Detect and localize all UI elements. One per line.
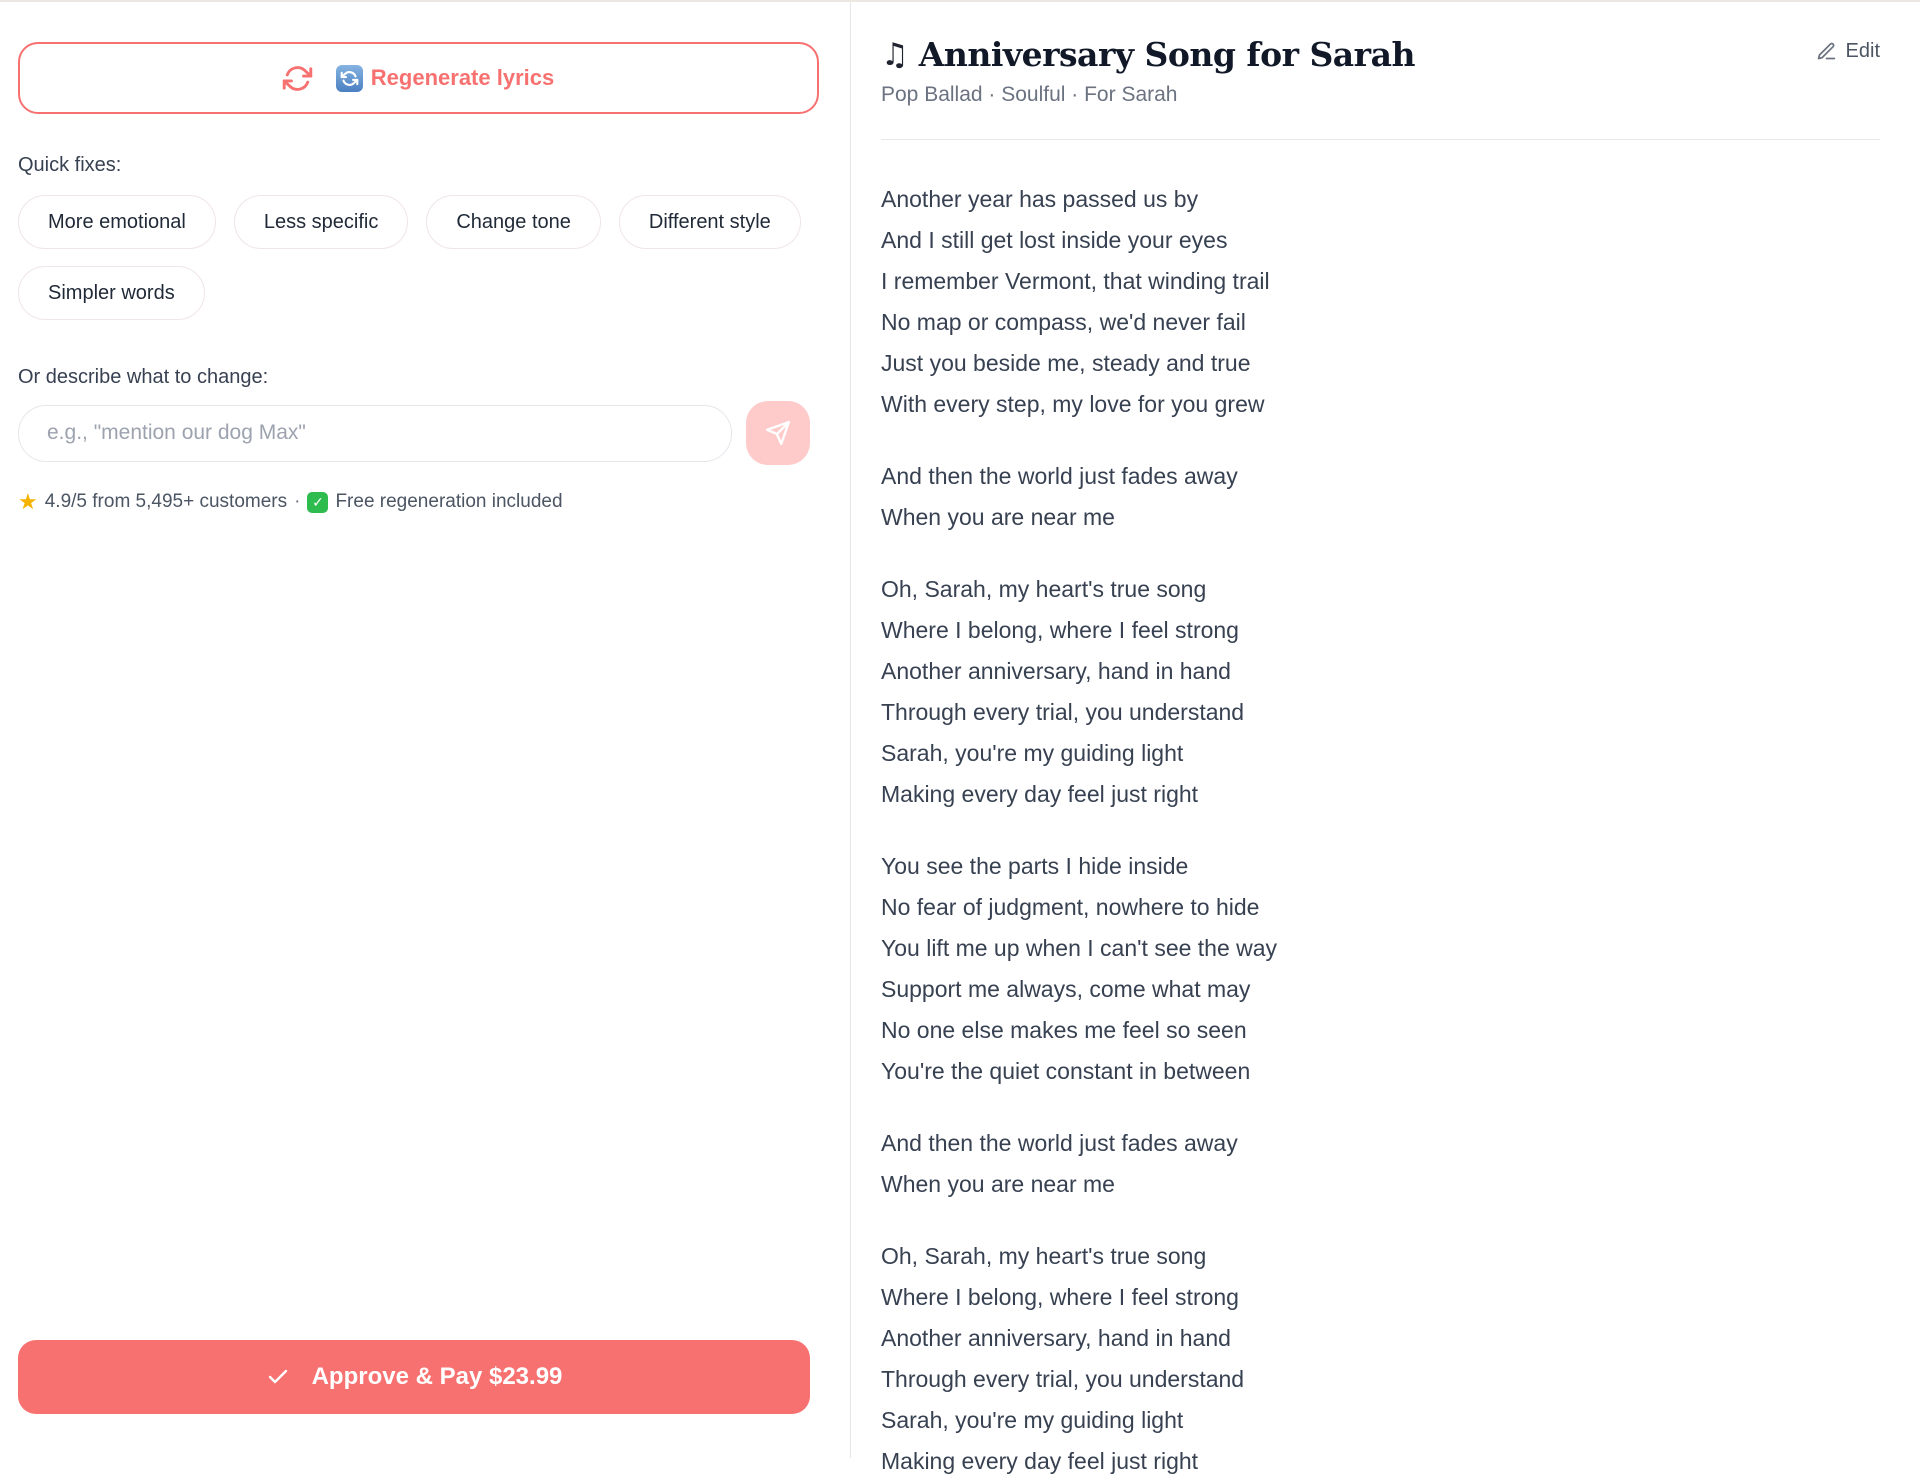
lyric-line: No fear of judgment, nowhere to hide: [881, 894, 1260, 920]
lyric-stanza: [881, 1236, 1880, 1482]
lyric-line: Another year has passed us by: [881, 186, 1199, 212]
lyric-line: Another anniversary, hand in hand: [881, 658, 1231, 684]
lyrics-panel: [851, 2, 1920, 1474]
lyric-stanza: [881, 569, 1880, 815]
regenerate-lyrics-label: Regenerate lyrics: [370, 65, 555, 90]
change-request-row: [18, 401, 819, 465]
lyric-line: Oh, Sarah, my heart's true song: [881, 576, 1207, 602]
lyric-line: Making every day feel just right: [881, 781, 1199, 807]
quick-fix-chip[interactable]: Different style: [619, 195, 801, 249]
quick-fix-chip[interactable]: Less specific: [234, 195, 409, 249]
lyric-line: I remember Vermont, that winding trail: [881, 268, 1270, 294]
check-icon: [266, 1365, 290, 1389]
lyric-stanza: [881, 179, 1880, 425]
lyric-line: With every step, my love for you grew: [881, 391, 1265, 417]
left-panel: [0, 2, 851, 1458]
lyric-line: Sarah, you're my guiding light: [881, 740, 1184, 766]
trust-line: [18, 491, 819, 513]
blue-refresh-emoji-icon: [336, 65, 363, 92]
song-title: [881, 35, 1415, 74]
lyric-stanza: [881, 846, 1880, 1092]
lyric-line: And I still get lost inside your eyes: [881, 227, 1228, 253]
quick-fix-chip[interactable]: More emotional: [18, 195, 216, 249]
refresh-icon: [283, 64, 312, 93]
free-regeneration-text: Free regeneration included: [335, 491, 563, 512]
regenerate-lyrics-button[interactable]: [18, 42, 819, 114]
rating-text: 4.9/5 from 5,495+ customers: [44, 491, 288, 512]
lyric-line: Sarah, you're my guiding light: [881, 1407, 1184, 1433]
lyric-line: And then the world just fades away: [881, 1130, 1238, 1156]
lyric-line: Just you beside me, steady and true: [881, 350, 1251, 376]
dot-separator: ·: [294, 491, 301, 512]
song-subtitle: Pop Ballad · Soulful · For Sarah: [881, 83, 1178, 106]
describe-label: Or describe what to change:: [18, 366, 269, 388]
edit-button[interactable]: [1816, 40, 1880, 63]
approve-pay-label: Approve & Pay $23.99: [311, 1363, 563, 1390]
pencil-icon: [1816, 41, 1837, 62]
lyric-stanza: [881, 456, 1880, 538]
green-check-icon: ✓: [307, 492, 328, 513]
song-header: [881, 2, 1880, 140]
send-icon: [765, 420, 791, 446]
quick-fix-chip[interactable]: Change tone: [426, 195, 601, 249]
lyric-line: Another anniversary, hand in hand: [881, 1325, 1231, 1351]
lyric-line: No map or compass, we'd never fail: [881, 309, 1246, 335]
quick-fix-chip[interactable]: Simpler words: [18, 266, 205, 320]
lyric-line: Making every day feel just right: [881, 1448, 1199, 1474]
send-button[interactable]: [746, 401, 810, 465]
lyric-line: No one else makes me feel so seen: [881, 1017, 1247, 1043]
lyric-line: Oh, Sarah, my heart's true song: [881, 1243, 1207, 1269]
edit-label: Edit: [1845, 40, 1880, 62]
lyric-line: Where I belong, where I feel strong: [881, 1284, 1239, 1310]
lyric-line: When you are near me: [881, 1171, 1115, 1197]
quick-fixes-label: Quick fixes:: [18, 154, 122, 176]
lyrics: [881, 140, 1880, 1482]
quick-fix-chips: [18, 195, 808, 320]
lyric-line: You see the parts I hide inside: [881, 853, 1189, 879]
lyric-line: You lift me up when I can't see the way: [881, 935, 1278, 961]
lyric-line: You're the quiet constant in between: [881, 1058, 1251, 1084]
song-header-text: [881, 35, 1415, 107]
lyric-line: When you are near me: [881, 504, 1115, 530]
lyric-line: Through every trial, you understand: [881, 699, 1245, 725]
lyric-stanza: [881, 1123, 1880, 1205]
song-title-text: Anniversary Song for Sarah: [918, 35, 1415, 74]
approve-pay-button[interactable]: [18, 1340, 810, 1414]
lyric-line: Where I belong, where I feel strong: [881, 617, 1239, 643]
music-note-icon: ♫: [881, 36, 909, 73]
lyric-line: Support me always, come what may: [881, 976, 1251, 1002]
star-icon: ★: [18, 489, 38, 514]
lyric-line: And then the world just fades away: [881, 463, 1238, 489]
lyric-line: Through every trial, you understand: [881, 1366, 1245, 1392]
change-request-input[interactable]: [18, 405, 732, 462]
